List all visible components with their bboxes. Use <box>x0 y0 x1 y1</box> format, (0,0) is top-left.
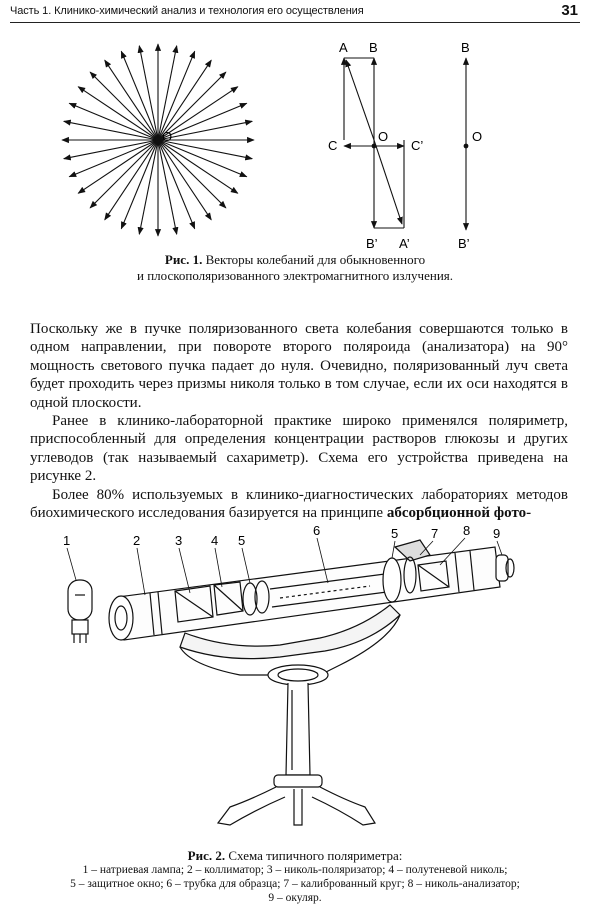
main-tube <box>109 547 500 640</box>
fig2-number-6: 6 <box>313 525 321 538</box>
figure-2-caption <box>0 848 590 905</box>
figure-2-legend <box>0 863 590 905</box>
polarimeter-drawing <box>68 540 514 825</box>
fig2-number-7: 7 <box>431 526 439 541</box>
fig2-number-8: 8 <box>463 525 471 538</box>
legend-line-3: 9 – окуляр. <box>268 892 322 904</box>
figure-1-caption <box>0 252 590 284</box>
sodium-lamp <box>68 580 92 643</box>
label-b-prime: B’ <box>366 236 378 251</box>
figure-1-caption-line2: и плоскополяризованного электромагнитного излучения. <box>137 268 453 283</box>
fig2-number-4: 4 <box>211 533 219 548</box>
legend-line-2: 5 – защитное окно; 6 – трубка для образца; 7 – калиброванный круг; 8 – николь-анализатор; <box>70 878 520 890</box>
running-title: Часть 1. Клинико-химический анализ и технология его осуществления <box>10 5 364 17</box>
label-center-o: O <box>162 129 173 144</box>
fig2-number-5b: 5 <box>391 526 399 541</box>
fig2-number-2: 2 <box>133 533 141 548</box>
label-b-prime-right: B’ <box>458 236 470 251</box>
center-point <box>155 137 160 142</box>
vibration-vector-arrow <box>90 140 158 208</box>
figure-2-caption-title: Рис. 2. <box>187 848 226 863</box>
figure-2-caption-text: Схема типичного поляриметра: <box>228 848 403 863</box>
vibration-vector-arrow <box>158 140 226 208</box>
body-text <box>30 320 568 522</box>
figure-1-caption-title: Рис. 1. <box>164 252 203 267</box>
fig2-number-1: 1 <box>63 533 71 548</box>
fig2-number-9: 9 <box>493 526 501 541</box>
paragraph-3 <box>30 486 568 523</box>
figure-1-caption-line1: Векторы колебаний для обыкновенного <box>205 252 426 267</box>
running-header <box>10 0 580 23</box>
eyepiece <box>496 555 514 581</box>
paragraph-3-bold: абсорбционной фото- <box>386 505 532 522</box>
fig2-number-3: 3 <box>175 533 183 548</box>
paragraph-2: Ранее в клинико-лабораторной практике широко применялся поляриметр, приспособленный для определения концентрации растворов глюкозы и других углеводов (так называемый сахариметр). Схема его устройства приведена на рисунке 2. <box>30 413 568 485</box>
label-a: A <box>339 40 348 55</box>
paragraph-3-text: Более 80% используемых в клинико-диагностических лабораториях методов биохимического исследования базируется на принципе <box>30 486 568 522</box>
paragraph-1: Поскольку же в пучке поляризованного света колебания совершаются только в одном направлении, при повороте второго поляроида (анализатора) на 90° мощность светового пучка падает до нуля. Очевидно, поляризованный луч света будет проходить через призмы николя только в том случае, если их оси находятся в одной плоскости. <box>30 321 568 411</box>
page-number: 31 <box>561 2 578 19</box>
label-a-prime: A’ <box>399 236 410 251</box>
vibration-vector-arrow <box>90 72 158 140</box>
figure-2-polarimeter <box>0 525 590 845</box>
figure-1-vectors <box>0 28 590 258</box>
label-o-right: O <box>472 129 483 144</box>
label-b-right: B <box>461 40 470 55</box>
label-c: C <box>328 138 338 153</box>
label-o-middle: O <box>378 129 389 144</box>
polarized-components-diagram <box>344 58 404 228</box>
legend-line-1: 1 – натриевая лампа; 2 – коллиматор; 3 – николь-поляризатор; 4 – полутеневой николь; <box>82 864 508 876</box>
label-c-prime: C’ <box>411 138 424 153</box>
fig2-number-5a: 5 <box>238 533 246 548</box>
label-b: B <box>369 40 378 55</box>
